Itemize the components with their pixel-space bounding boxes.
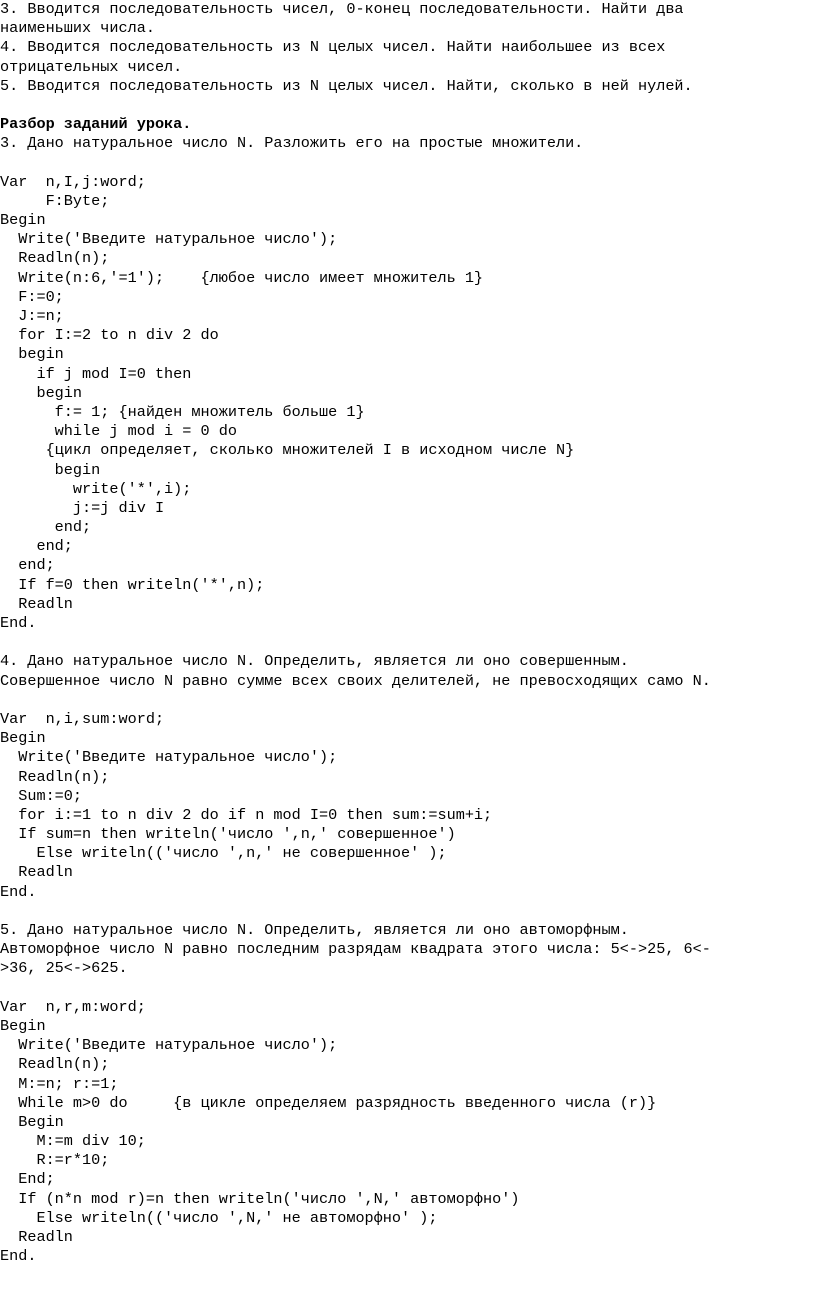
- statement-line: >36, 25<->625.: [0, 959, 128, 978]
- task-text-line: 3. Вводится последовательность чисел, 0-конец последовательности. Найти два: [0, 0, 684, 18]
- code-line: end;: [0, 556, 55, 575]
- code-line: If f=0 then writeln('*',n);: [0, 575, 265, 594]
- code-line: R:=r*10;: [0, 1151, 110, 1170]
- tasks-intro: [0, 0, 816, 96]
- code-line: Begin: [0, 1016, 46, 1035]
- statement-line: Автоморфное число N равно последним разрядам квадрата этого числа: 5<->25, 6<-: [0, 940, 711, 959]
- statement-line: 4. Дано натуральное число N. Определить, является ли оно совершенным.: [0, 652, 629, 671]
- blank-line: [0, 154, 816, 173]
- task-text-line: отрицательных чисел.: [0, 57, 183, 76]
- task5-statement: [0, 921, 816, 979]
- code-line: begin: [0, 383, 83, 402]
- code-line: j:=j div I: [0, 498, 165, 517]
- code-line: Var n,I,j:word;: [0, 172, 146, 191]
- task5-code: [0, 998, 816, 1267]
- code-line: M:=n; r:=1;: [0, 1074, 119, 1093]
- code-line: End;: [0, 1170, 55, 1189]
- code-line: write('*',i);: [0, 479, 192, 498]
- code-line: Else writeln(('число ',n,' не совершенное' );: [0, 844, 447, 863]
- task-text-line: 4. Вводится последовательность из N целых чисел. Найти наибольшее из всех: [0, 38, 666, 57]
- blank-line: [0, 96, 816, 115]
- code-line: for I:=2 to n div 2 do: [0, 326, 219, 345]
- task4-code: [0, 710, 816, 902]
- code-line: end;: [0, 518, 92, 537]
- code-line: J:=n;: [0, 307, 64, 325]
- blank-line: [0, 691, 816, 710]
- code-line: F:=0;: [0, 287, 64, 306]
- code-line: Else writeln(('число ',N,' не автоморфно' );: [0, 1208, 438, 1227]
- code-line: F:Byte;: [0, 191, 110, 210]
- code-line: Write('Введите натуральное число');: [0, 748, 338, 767]
- code-line: Readln: [0, 594, 73, 613]
- code-line: Readln: [0, 863, 73, 882]
- code-line: Readln: [0, 1228, 73, 1246]
- code-line: Write(n:6,'=1'); {любое число имеет множитель 1}: [0, 268, 484, 287]
- code-line: If (n*n mod r)=n then writeln('число ',N,' автоморфно'): [0, 1189, 520, 1208]
- task4-statement: [0, 652, 816, 690]
- task-text-line: наименьших числа.: [0, 19, 155, 38]
- section-heading: Разбор заданий урока.: [0, 115, 192, 134]
- task-text-line: 5. Вводится последовательность из N целых чисел. Найти, сколько в ней нулей.: [0, 76, 693, 95]
- blank-line: [0, 902, 816, 921]
- code-line: Readln(n);: [0, 1055, 110, 1074]
- code-line: End.: [0, 1247, 37, 1266]
- code-line: Var n,i,sum:word;: [0, 709, 165, 728]
- code-line: while j mod i = 0 do: [0, 422, 237, 441]
- task3-statement: [0, 134, 816, 153]
- code-line: Write('Введите натуральное число');: [0, 230, 338, 249]
- code-line: for i:=1 to n div 2 do if n mod I=0 then sum:=sum+i;: [0, 805, 493, 824]
- code-line: Var n,r,m:word;: [0, 997, 146, 1016]
- task3-code: [0, 173, 816, 634]
- blank-line: [0, 633, 816, 652]
- code-line: {цикл определяет, сколько множителей I в исходном числе N}: [0, 441, 575, 460]
- code-line: Begin: [0, 1112, 64, 1131]
- code-line: End.: [0, 882, 37, 901]
- code-line: While m>0 do {в цикле определяем разрядность введенного числа (r)}: [0, 1093, 657, 1112]
- code-line: begin: [0, 345, 64, 364]
- code-line: begin: [0, 460, 101, 479]
- statement-line: Совершенное число N равно сумме всех своих делителей, не превосходящих само N.: [0, 671, 711, 690]
- code-line: end;: [0, 537, 73, 556]
- code-line: Begin: [0, 729, 46, 748]
- code-line: Begin: [0, 211, 46, 230]
- code-line: Write('Введите натуральное число');: [0, 1036, 338, 1055]
- code-line: M:=m div 10;: [0, 1132, 146, 1151]
- code-line: If sum=n then writeln('число ',n,' совершенное'): [0, 825, 456, 844]
- code-line: Sum:=0;: [0, 786, 83, 805]
- code-line: End.: [0, 614, 37, 632]
- statement-line: 5. Дано натуральное число N. Определить, является ли оно автоморфным.: [0, 921, 629, 939]
- blank-line: [0, 979, 816, 998]
- code-line: Readln(n);: [0, 767, 110, 786]
- code-line: Readln(n);: [0, 249, 110, 268]
- code-line: f:= 1; {найден множитель больше 1}: [0, 402, 365, 421]
- code-line: if j mod I=0 then: [0, 364, 192, 383]
- statement-line: 3. Дано натуральное число N. Разложить его на простые множители.: [0, 134, 584, 153]
